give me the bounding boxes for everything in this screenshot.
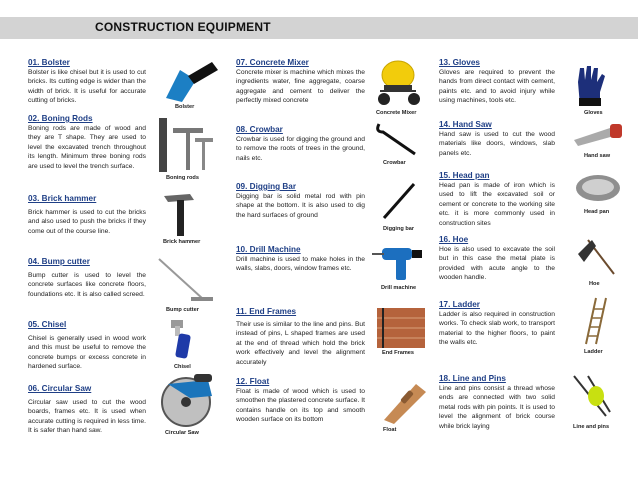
crowbar-image <box>375 118 419 158</box>
caption-hoe: Hoe <box>589 281 600 287</box>
item-title: 04. Bump cutter <box>28 257 90 266</box>
end-frames-image <box>377 308 425 348</box>
item-title: 17. Ladder <box>439 300 480 309</box>
item-head-pan <box>439 171 555 228</box>
item-desc: Gloves are required to prevent the hands from direct contact with cement, paints etc. and to avoid injury while using machines, tools etc. <box>439 69 555 105</box>
item-desc: Crowbar is used for digging the ground and to remove the roots of trees in the ground, nails etc. <box>236 136 365 162</box>
item-gloves <box>439 58 555 106</box>
item-desc: Hand saw is used to cut the wood materials like doors, windows, slab panels etc. <box>439 131 555 157</box>
item-title: 06. Circular Saw <box>28 384 92 393</box>
hand-saw-image <box>572 122 624 150</box>
item-hoe <box>439 235 555 283</box>
bolster-image <box>160 58 220 102</box>
brick-hammer-image <box>160 190 200 238</box>
chisel-image <box>165 318 201 362</box>
item-title: 18. Line and Pins <box>439 374 506 383</box>
item-title: 15. Head pan <box>439 171 490 180</box>
caption-line-and-pins: Line and pins <box>573 424 610 430</box>
line-and-pins-image <box>568 372 616 422</box>
head-pan-image <box>574 172 622 206</box>
caption-boning-rods: Boning rods <box>166 175 199 181</box>
caption-float: Float <box>383 427 397 433</box>
item-desc: Float is made of wood which is used to smoothen the plastered concrete surface. It contains handle on its top and smooth wooden surface on its bottom <box>236 388 365 424</box>
item-desc: Chisel is generally used in wood work and this must be useful to remove the concrete bumps or excess concrete in hardened surface. <box>28 335 146 371</box>
item-boning-rods <box>28 114 146 171</box>
item-digging-bar <box>236 182 365 220</box>
item-hand-saw <box>439 120 555 158</box>
item-drill-machine <box>236 245 365 274</box>
item-desc: Bolster is like chisel but it is used to cut bricks. Its cutting edge is wider than the width of brick. It is useful for accurate cutting of bricks. <box>28 69 146 105</box>
item-desc: Ladder is also required in construction works. To check slab work, to transport material to the higher floors, to paint the walls etc. <box>439 311 555 347</box>
caption-concrete-mixer: Concrete Mixer <box>376 110 417 116</box>
item-brick-hammer <box>28 194 146 236</box>
gloves-image <box>570 62 614 108</box>
item-title: 11. End Frames <box>236 307 297 316</box>
item-desc: Their use is similar to the line and pins. But instead of pins, L shaped frames are used at the end of thread which hold the brick work effectively and level the alignment accurately <box>236 321 365 366</box>
caption-ladder: Ladder <box>584 349 603 355</box>
item-title: 05. Chisel <box>28 320 67 329</box>
item-crowbar <box>236 125 365 163</box>
digging-bar-image <box>378 180 418 224</box>
caption-hand-saw: Hand saw <box>584 153 611 159</box>
caption-head-pan: Head pan <box>584 209 610 215</box>
boning-rods-image <box>155 118 215 172</box>
item-end-frames <box>236 307 365 367</box>
item-title: 12. Float <box>236 377 270 386</box>
caption-circular-saw: Circular Saw <box>165 430 199 436</box>
caption-crowbar: Crowbar <box>383 160 406 166</box>
item-title: 07. Concrete Mixer <box>236 58 309 67</box>
circular-saw-image <box>150 372 222 428</box>
item-title: 14. Hand Saw <box>439 120 492 129</box>
item-chisel <box>28 320 146 372</box>
item-title: 02. Boning Rods <box>28 114 93 123</box>
page-title: CONSTRUCTION EQUIPMENT <box>95 20 271 34</box>
caption-bump-cutter: Bump cutter <box>166 307 199 313</box>
item-circular-saw <box>28 384 146 436</box>
item-desc: Line and pins consist a thread whose ends are connected with two solid metal rods with pin points. It is used to level the alignment of brick course while brick laying <box>439 385 555 430</box>
drill-machine-image <box>372 240 428 284</box>
item-desc: Drill machine is used to make holes in the walls, slabs, doors, window frames etc. <box>236 256 365 273</box>
caption-drill-machine: Drill machine <box>381 285 417 291</box>
ladder-image <box>578 296 608 346</box>
item-float <box>236 377 365 425</box>
float-image <box>380 380 428 424</box>
caption-digging-bar: Digging bar <box>383 226 415 232</box>
item-bump-cutter <box>28 257 146 299</box>
item-desc: Boning rods are made of wood and they are T shape. They are used to level the excavated trench throughout its length. Minimum three boning rods are used to level the trench surface. <box>28 125 146 170</box>
caption-bolster: Bolster <box>175 104 195 110</box>
caption-brick-hammer: Brick hammer <box>163 239 201 245</box>
item-bolster <box>28 58 146 106</box>
caption-chisel: Chisel <box>174 364 191 370</box>
item-title: 03. Brick hammer <box>28 194 97 203</box>
item-title: 13. Gloves <box>439 58 480 67</box>
caption-end-frames: End Frames <box>382 350 415 356</box>
item-desc: Brick hammer is used to cut the bricks and also used to push the bricks if they come out of the course line. <box>28 209 146 235</box>
item-title: 09. Digging Bar <box>236 182 297 191</box>
hoe-image <box>574 234 618 278</box>
item-desc: Bump cutter is used to level the concrete surfaces like concrete floors, foundations etc. It is also called screed. <box>28 272 146 298</box>
item-desc: Circular saw used to cut the wood boards, frames etc. It is used when accurate cutting is required in less time. It is safer than hand saw. <box>28 399 146 435</box>
title-banner <box>0 17 638 39</box>
item-desc: Hoe is also used to excavate the soil but in this case the metal plate is provided with acute angle to the wooden handle. <box>439 246 555 282</box>
item-title: 16. Hoe <box>439 235 469 244</box>
item-line-and-pins <box>439 374 555 431</box>
item-ladder <box>439 300 555 348</box>
caption-gloves: Gloves <box>584 110 603 116</box>
item-title: 08. Crowbar <box>236 125 283 134</box>
item-title: 10. Drill Machine <box>236 245 301 254</box>
bump-cutter-image <box>155 255 215 305</box>
item-desc: Digging bar is solid metal rod with pin shape at the bottom. It is also used to dig the hard surfaces of ground <box>236 193 365 219</box>
item-desc: Concrete mixer is machine which mixes the ingredients water, fine aggregate, coarse aggregate and cement to deliver the perfectly mixed concrete <box>236 69 365 105</box>
concrete-mixer-image <box>370 55 426 109</box>
item-title: 01. Bolster <box>28 58 70 67</box>
item-concrete-mixer <box>236 58 365 106</box>
item-desc: Head pan is made of iron which is used to lift the excavated soil or cement or concrete to the working site etc. it is more commonly used in construction sites <box>439 182 555 227</box>
